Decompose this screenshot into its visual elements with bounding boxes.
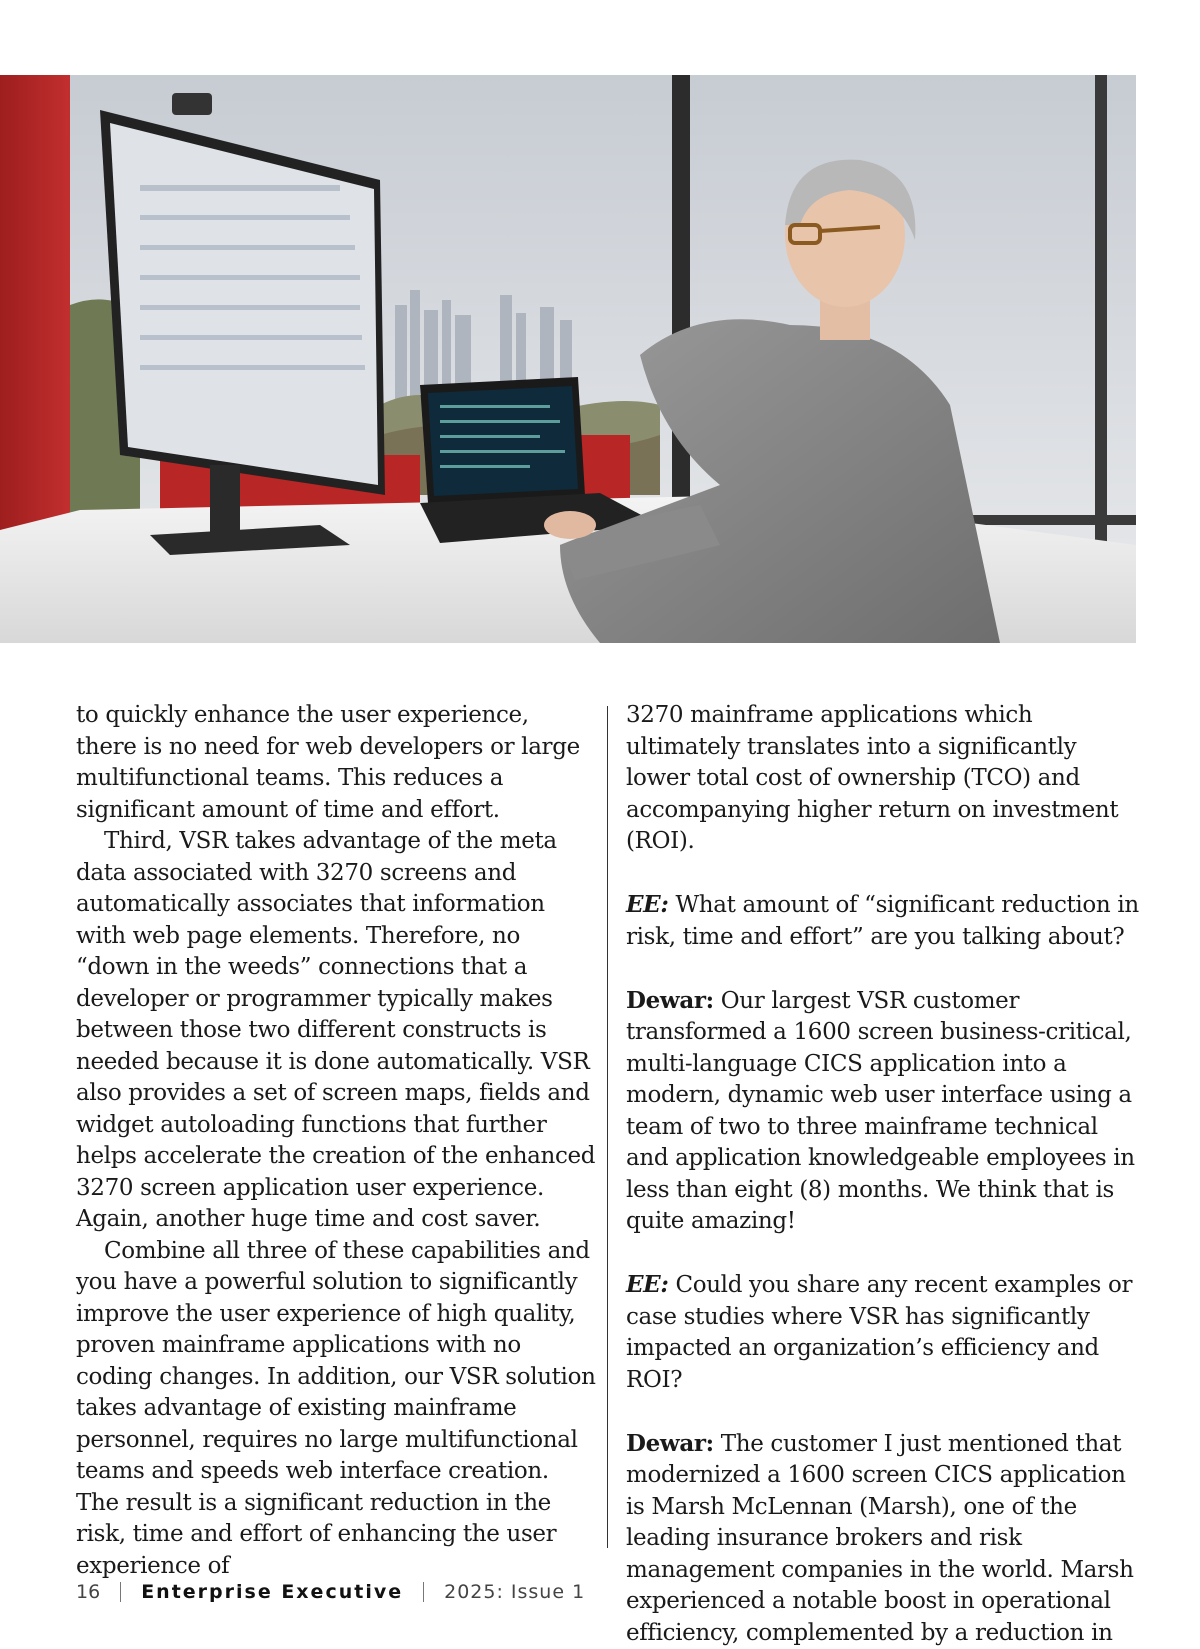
publication-name: Enterprise Executive xyxy=(141,1581,403,1603)
page-number: 16 xyxy=(76,1581,100,1603)
answer-text: Our largest VSR customer transformed a 1600 screen business-critical, multi-language CICS application into a modern, dynamic web user interface using a team of two to three mainframe technical and application knowledgeable employees in less than eight (8) months. We think that is quite amazing! xyxy=(626,988,1135,1235)
article-photo xyxy=(0,75,1136,643)
body-paragraph: Combine all three of these capabilities and you have a powerful solution to significantly improve the user experience of high quality, proven mainframe applications with no coding changes. In addition, our VSR solution takes advantage of existing mainframe personnel, requires no large multifunctional teams and speeds web interface creation. The result is a significant reduction in the risk, time and effort of enhancing the user experience of xyxy=(76,1236,596,1583)
body-paragraph: 3270 mainframe applications which ultimately translates into a significantly lower total cost of ownership (TCO) and accompanying higher return on investment (ROI). xyxy=(626,700,1146,858)
article-column-left xyxy=(76,700,596,1582)
question-text: Could you share any recent examples or case studies where VSR has significantly impacted an organization’s efficiency and ROI? xyxy=(626,1272,1132,1393)
speaker-label: EE: xyxy=(626,891,669,918)
body-paragraph: Third, VSR takes advantage of the meta data associated with 3270 screens and automatically associates that information with web page elements. Therefore, no “down in the weeds” connections that a developer or programmer typically makes between those two different constructs is needed because it is done automatically. VSR also provides a set of screen maps, fields and widget autoloading functions that further helps accelerate the creation of the enhanced 3270 screen application user experience. Again, another huge time and cost saver. xyxy=(76,826,596,1236)
interview-question xyxy=(626,1269,1146,1396)
column-divider xyxy=(607,706,608,1548)
article-column-right xyxy=(626,700,1146,1649)
interview-question xyxy=(626,889,1146,953)
issue-label: 2025: Issue 1 xyxy=(444,1581,585,1603)
page-footer xyxy=(76,1580,585,1604)
speaker-label: Dewar: xyxy=(626,987,714,1014)
footer-separator xyxy=(423,1582,424,1602)
question-text: What amount of “significant reduction in risk, time and effort” are you talking about? xyxy=(626,892,1139,950)
speaker-label: Dewar: xyxy=(626,1430,714,1457)
photo-illustration xyxy=(0,75,1136,643)
footer-separator xyxy=(120,1582,121,1602)
interview-answer xyxy=(626,985,1146,1238)
interview-answer xyxy=(626,1428,1146,1649)
answer-text: The customer I just mentioned that modernized a 1600 screen CICS application is Marsh McLennan (Marsh), one of the leading insurance brokers and risk management companies in the world. Marsh experienced a notable boost in operational efficiency, complemented by a reduction in xyxy=(626,1431,1134,1646)
body-paragraph: to quickly enhance the user experience, there is no need for web developers or large multifunctional teams. This reduces a significant amount of time and effort. xyxy=(76,700,596,826)
speaker-label: EE: xyxy=(626,1271,669,1298)
